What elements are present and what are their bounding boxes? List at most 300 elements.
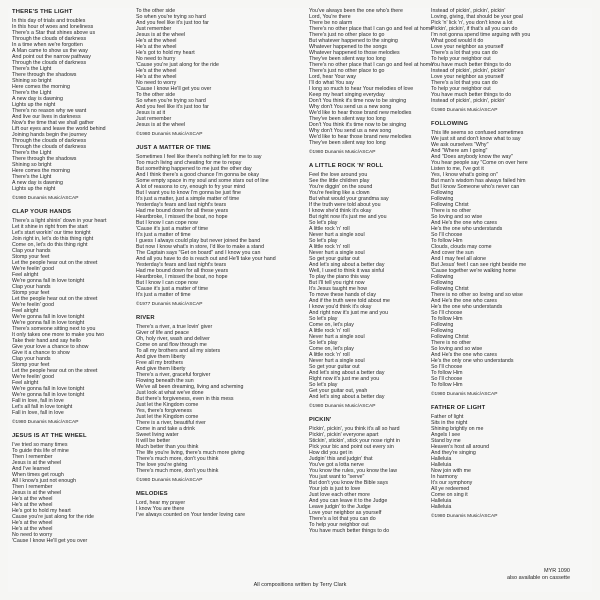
lyric-line: So I'll choose <box>431 232 463 238</box>
lyric-line: To the other side <box>136 8 176 14</box>
lyric-line: You just want to "serve" <box>309 474 365 480</box>
lyric-line: We'd like to hear those brand new melodies <box>309 134 412 140</box>
lyric-line: Instead of pickin', pickin', pickin' <box>431 8 506 14</box>
lyric-line: There's a river, a true lovin' giver <box>136 324 213 330</box>
lyric-line: To move these hands of clay <box>309 292 377 298</box>
lyric-line: Never hurt a single soul <box>309 250 365 256</box>
lyric-line: What good would it do <box>431 38 484 44</box>
lyric-line: To follow Him <box>431 382 463 388</box>
lyric-line: But I know Someone who's never can <box>431 184 520 190</box>
copyright-notice: ©1980 Dunamis Music/ASCAP <box>12 196 79 201</box>
copyright-notice: ©1980 Dunamis Music/ASCAP <box>136 132 203 137</box>
lyric-line: I guess I always could play but never joined the band <box>136 238 261 244</box>
lyric-line: We're gonna fall in love tonight <box>12 392 85 398</box>
lyric-line: Well, I used to think it was sinful <box>309 268 385 274</box>
lyric-line: We ask ourselves "Why" <box>431 142 489 148</box>
lyric-line: Jesus is at the wheel <box>12 490 62 496</box>
lyric-line: He's the one who understands <box>431 304 503 310</box>
lyric-line: He's at the wheel <box>12 502 53 508</box>
lyric-line: I know she'd think it's okay <box>309 208 372 214</box>
copyright-notice: ©1980 Dunamis Music/ASCAP <box>12 420 79 425</box>
lyric-line: I long so much to hear Your melodies of love <box>309 86 414 92</box>
lyric-line: Yesterday's fears and last night's tears <box>136 202 227 208</box>
lyric-line: There's no reason why we want <box>12 108 87 114</box>
lyric-line: This life seems so confused sometimes <box>431 130 524 136</box>
lyric-line: There's the Light <box>12 150 52 156</box>
lyric-line: We're gonna fall in love tonight <box>12 386 85 392</box>
lyric-line: Let it shine in right from the start <box>12 224 88 230</box>
lyric-line: In this hour of woes and loneliness <box>12 24 94 30</box>
lyric-line: Clap your hands <box>12 284 51 290</box>
lyric-line: There's a Star that shines above us <box>12 30 96 36</box>
lyric-line: And give them liberty <box>136 354 186 360</box>
lyric-line: A new day is dawning <box>12 180 63 186</box>
lyric-line: There's no other place that I can go and feel at home <box>309 26 434 32</box>
lyric-line: There be no alarm <box>309 20 353 26</box>
lyric-line: Halleluia <box>431 498 452 504</box>
lyric-line: Whatever happened to the songs <box>309 44 387 50</box>
lyric-line: Come on sing it <box>431 492 468 498</box>
lyric-line: Instead of pickin', pickin', pickin' <box>431 98 506 104</box>
lyrics-column-3 <box>309 8 434 583</box>
lyric-line: Loving, giving, that should be your goal <box>431 14 523 20</box>
lyric-line: We're feelin' good <box>12 302 54 308</box>
lyric-line: There's the Light <box>12 90 52 96</box>
lyric-line: Judgin' this and judgin' that <box>309 456 373 462</box>
song-title: PICKIN' <box>309 417 332 423</box>
lyric-line: We'd like to hear those brand new melodies <box>309 110 412 116</box>
lyric-line: I've tried so many times <box>12 442 68 448</box>
lyric-line: Yes, there's forgiveness <box>136 408 192 414</box>
lyric-line: Let's all fall in love tonight <box>12 404 73 410</box>
lyric-line: And I've learned <box>12 466 51 472</box>
lyric-line: I'll do what You say <box>309 80 354 86</box>
lyric-line: Shining so bright <box>12 162 52 168</box>
lyric-line: Following <box>431 328 454 334</box>
lyric-line: So get your guitar out <box>309 364 360 370</box>
lyric-line: Yes, I know what's going on" <box>431 172 498 178</box>
lyric-line: In harmony <box>431 474 458 480</box>
lyric-line: Join right in, let's do this thing right <box>12 236 94 242</box>
lyric-line: Through the clouds of darkness <box>12 144 87 150</box>
lyric-line: But whatever happened to the singing <box>309 38 398 44</box>
lyric-line: To help your neighbor out <box>431 56 491 62</box>
lyric-line: And give them liberty <box>136 366 186 372</box>
lyric-line: In a time when we're forgotten <box>12 42 83 48</box>
lyric-line: There is no other <box>431 340 472 346</box>
lyric-line: Now join with me <box>431 468 471 474</box>
lyric-line: Love your neighbor as yourself <box>431 44 504 50</box>
lyric-line: Some empty space in my soul and some stars out of line <box>136 178 269 184</box>
lyric-line: A little rock 'n' roll <box>309 226 350 232</box>
lyric-line: Love your neighbor as yourself <box>309 510 382 516</box>
lyric-line: The love you're giving <box>136 462 188 468</box>
lyric-line: Father of light <box>431 414 464 420</box>
copyright-notice: ©1977 Dunamis Music/ASCAP <box>136 302 203 307</box>
lyric-line: So let's play <box>309 340 338 346</box>
lyric-line: Jesus is at the wheel <box>136 32 186 38</box>
lyric-line: Halleluia <box>431 462 452 468</box>
lyric-line: And let's sing about a better day <box>309 370 385 376</box>
lyric-line: Following Christ <box>431 202 469 208</box>
lyric-line: Keep my heart singing everyday <box>309 92 385 98</box>
lyric-line: Flowing beneath the sun <box>136 378 194 384</box>
lyric-line: To play the piano this way <box>309 274 370 280</box>
lyric-line: Give your love a chance to show <box>12 344 89 350</box>
lyric-line: Now's the time that we shall gather <box>12 120 94 126</box>
catalog-number: MYR 1090 <box>544 568 570 574</box>
lyric-line: The life you're living, there's much more giving <box>136 450 245 456</box>
lyric-line: Sweet living water <box>136 432 179 438</box>
lyric-line: It's just a matter of time <box>136 292 191 298</box>
lyric-line: Jesus is at it <box>136 110 166 116</box>
lyric-line: Why don't You send us a new song <box>309 128 392 134</box>
lyric-line: Pick 'n' lick 'n', you don't know a lot <box>431 20 513 26</box>
lyric-line: Your job is just to love <box>309 486 361 492</box>
lyric-line: 'Cause you're just along for the ride <box>136 62 219 68</box>
lyric-line: Lights up the night <box>12 102 56 108</box>
lyric-line: Just let the Kingdom come <box>136 414 199 420</box>
lyric-line: Fall in love, fall in love <box>12 410 64 416</box>
song-title: THERE'S THE LIGHT <box>12 9 73 15</box>
copyright-notice: ©1980 Dunamis Music/ASCAP <box>431 514 498 519</box>
lyric-line: You're feeling like a clown <box>309 190 370 196</box>
lyric-line: Shining so bright <box>12 78 52 84</box>
lyric-line: Following <box>431 274 454 280</box>
lyric-line: We just sit and don't know what to say <box>431 136 521 142</box>
lyrics-column-4 <box>431 8 531 583</box>
lyric-line: Feel the love around you <box>309 172 368 178</box>
lyric-line: He's at the wheel <box>136 38 177 44</box>
lyric-line: You're diggin' on the sound <box>309 184 373 190</box>
lyric-line: Oh, holy river, wash and deliver <box>136 336 210 342</box>
lyric-line: All I know's just not enough <box>12 478 77 484</box>
lyric-line: So let's play <box>309 316 338 322</box>
lyrics-sheet <box>8 8 592 592</box>
lyric-line: Here comes the morning <box>12 168 70 174</box>
lyric-line: And they're singing <box>431 450 476 456</box>
lyric-line: Halleluia <box>431 456 452 462</box>
lyric-line: Why don't You send us a new song <box>309 104 392 110</box>
lyric-line: To help your neighbor out <box>431 86 491 92</box>
lyric-line: But Jesus' feet I can see right beside me <box>431 262 527 268</box>
lyric-line: It only takes one more to make you two <box>12 332 105 338</box>
copyright-notice: ©1980 Dunamis Music/ASCAP <box>431 108 498 113</box>
lyric-line: Through the clouds of darkness <box>12 36 87 42</box>
lyric-line: And let's sing about a better day <box>309 262 385 268</box>
lyric-line: There's someone sitting next to you <box>12 326 96 332</box>
lyric-line: To follow Him <box>431 238 463 244</box>
lyric-line: So get your guitar out <box>309 256 360 262</box>
lyrics-column-2 <box>136 8 276 583</box>
copyright-notice: ©1980 Dunamis Music/ASCAP <box>309 404 376 409</box>
lyric-line: He's the one who understands <box>431 226 503 232</box>
lyric-line: So let's play <box>309 382 338 388</box>
lyric-line: Don't You think it's time now to be singing <box>309 122 407 128</box>
lyric-line: Clouds, clouds may come <box>431 244 492 250</box>
lyric-line: Sometimes I feel like there's nothing left for me to say <box>136 154 262 160</box>
lyric-line: I've always counted on Your tender loving care <box>136 512 246 518</box>
lyric-line: You've always been the one who's there <box>309 8 403 14</box>
lyric-line: Come on, let's play <box>309 346 354 352</box>
lyric-line: Never hurt a single soul <box>309 334 365 340</box>
lyric-line: Pickin', pickin' everyone apart <box>309 432 379 438</box>
lyric-line: Clap your hands <box>12 356 51 362</box>
lyric-line: Don't You think it's time now to be singing <box>309 98 407 104</box>
lyric-line: But what would your grandma say <box>309 196 389 202</box>
lyric-line: Never hurt a single soul <box>309 232 365 238</box>
lyric-line: Come in and take a drink <box>136 426 195 432</box>
song-title: A LITTLE ROCK 'N' ROLL <box>309 163 384 169</box>
lyric-line: But don't you know the Bible says <box>309 480 388 486</box>
lyric-line: Just remember <box>136 116 172 122</box>
lyric-line: So I'll choose <box>431 364 463 370</box>
lyric-line: Jesus is at the wheel <box>12 460 62 466</box>
lyric-line: 'Cause I know He'll get you over <box>136 86 212 92</box>
lyric-line: Lights up the night <box>12 186 56 192</box>
lyric-line: There's a light shinin' down in your heart <box>12 218 107 224</box>
lyric-line: Whatever happened to those melodies <box>309 50 400 56</box>
lyric-line: So I'll choose <box>431 310 463 316</box>
lyrics-column-1 <box>12 8 112 583</box>
lyric-line: It's just a matter of time <box>136 232 191 238</box>
lyric-line: We're gonna fall in love tonight <box>12 314 85 320</box>
lyric-line: Feel alright <box>12 308 39 314</box>
lyric-line: Following <box>431 196 454 202</box>
lyric-line: To all my brothers and all my sisters <box>136 348 221 354</box>
lyric-line: Stomp your feet <box>12 254 50 260</box>
lyric-line: Lord, hear my prayer <box>136 500 186 506</box>
lyric-line: Feel alright <box>12 380 39 386</box>
lyric-line: No need to worry <box>12 532 53 538</box>
lyric-line: It's Jesus taught me how <box>309 286 368 292</box>
lyric-line: Let the people hear out on the street <box>12 368 98 374</box>
lyric-line: Then I remember <box>12 484 53 490</box>
copyright-notice: ©1980 Dunamis Music/ASCAP <box>431 392 498 397</box>
lyric-line: We're feelin' good <box>12 374 54 380</box>
lyric-line: Following Christ <box>431 286 469 292</box>
lyric-line: There's much more, don't you think <box>136 456 219 462</box>
lyric-line: So I'll choose <box>431 376 463 382</box>
lyric-line: There's the Light <box>12 66 52 72</box>
lyric-line: And you can leave it to the Judge <box>309 498 388 504</box>
lyric-line: It's just a matter, just a simple matter of time <box>136 196 240 202</box>
song-title: FATHER OF LIGHT <box>431 405 486 411</box>
lyric-line: So when you're trying so hard <box>136 98 206 104</box>
lyric-line: And if the truth were told about me <box>309 298 390 304</box>
lyric-line: There's just no other place to go <box>309 32 385 38</box>
lyric-line: Just look at what we've done <box>136 390 204 396</box>
lyric-line: He's at the wheel <box>12 496 53 502</box>
lyric-line: There's a lot that you can do <box>309 516 376 522</box>
lyric-line: Get your guitar out, yeah <box>309 388 368 394</box>
lyric-line: Following Christ <box>431 334 469 340</box>
lyric-line: There's a lot that you can do <box>431 50 498 56</box>
lyric-line: Never hurt a single soul <box>309 358 365 364</box>
lyric-line: I know you'd think it's okay <box>309 304 372 310</box>
lyric-line: We're gonna fall in love tonight <box>12 278 85 284</box>
lyric-line: He's at the wheel <box>136 74 177 80</box>
lyric-line: So loving and so wise <box>431 214 483 220</box>
lyric-line: Stomp your feet <box>12 290 50 296</box>
lyric-line: Love your neighbor as yourself <box>431 74 504 80</box>
lyric-line: He's at the wheel <box>12 520 53 526</box>
lyric-line: Sits in the night <box>431 420 468 426</box>
lyric-line: He's at the wheel <box>136 44 177 50</box>
lyric-line: Had me bound down for all these years <box>136 208 229 214</box>
lyric-line: Come on and flow through me <box>136 342 207 348</box>
lyric-line: They've been silent way too long <box>309 140 386 146</box>
lyric-line: Stomp your feet <box>12 362 50 368</box>
lyric-line: I'm not gonna spend time arguing with you <box>431 32 531 38</box>
song-title: JESUS IS AT THE WHEEL <box>12 433 87 439</box>
lyric-line: I know You are there <box>136 506 185 512</box>
lyric-line: And all you have to do is reach out and He'll take your hand <box>136 256 276 262</box>
lyric-line: Lift our eyes and leave the world behind <box>12 126 106 132</box>
lyric-line: And let's sing about a better day <box>309 394 385 400</box>
lyric-line: To follow Him <box>431 316 463 322</box>
lyric-line: A little rock 'n' roll <box>309 244 350 250</box>
lyric-line: Fall in love, fall in love <box>12 398 64 404</box>
lyric-line: All ye redeemed <box>431 486 470 492</box>
lyric-line: So let's play <box>309 220 338 226</box>
lyric-line: There is a river, beautiful river <box>136 420 206 426</box>
catalog-info <box>507 568 570 582</box>
lyric-line: There is no other <box>431 208 472 214</box>
lyric-line: But I know I can cope now <box>136 280 198 286</box>
lyric-line: You hear people say "Come on over here <box>431 160 528 166</box>
lyric-line: It's our symphony <box>431 480 473 486</box>
copyright-notice: ©1980 Dunamis Music/ASCAP <box>309 150 376 155</box>
lyric-line: 'Cause it's just a matter of time <box>136 226 209 232</box>
lyric-line: Right now it's just me and you <box>309 376 380 382</box>
lyric-line: No need to hurry <box>136 56 176 62</box>
lyric-line: There's a lot that you can do <box>431 80 498 86</box>
lyric-line: Lord, hear Your way <box>309 74 357 80</box>
lyric-line: Pickin', pickin', if that's all you can do <box>431 26 518 32</box>
lyric-line: And I think there's a good chance I'm gonna be okay <box>136 172 259 178</box>
lyric-line: We've all been dreaming, living and scheming <box>136 384 244 390</box>
cassette-note: also available on cassette <box>507 575 570 581</box>
lyric-line: It will be better <box>136 438 171 444</box>
lyric-line: There's just no other place to go <box>309 68 385 74</box>
lyric-line: So when you're trying so hard <box>136 14 206 20</box>
lyric-line: Jesus is at the wheel <box>136 122 186 128</box>
lyric-line: Let the people hear out on the street <box>12 296 98 302</box>
lyric-line: And live our lives in darkness <box>12 114 81 120</box>
lyric-line: Heartbroke, I missed the boat, no hope <box>136 214 228 220</box>
lyric-line: Stand by me <box>431 438 461 444</box>
lyric-line: Give it a chance to show <box>12 350 70 356</box>
lyric-line: Too much living and cheating for me to repay <box>136 160 242 166</box>
lyric-line: Much better than you think <box>136 444 199 450</box>
song-title: MELODIES <box>136 491 168 497</box>
lyric-line: Let the people hear out on the street <box>12 260 98 266</box>
lyric-line: A lot of reasons to cry, enough to fry your mind <box>136 184 246 190</box>
lyric-line: There through the shadows <box>12 72 77 78</box>
lyric-line: But right now it's just me and you <box>309 214 387 220</box>
lyric-line: We're feelin' good <box>12 266 54 272</box>
lyric-line: A new day is dawning <box>12 96 63 102</box>
lyric-line: He's at the wheel <box>136 68 177 74</box>
lyric-line: He's the only one who understands <box>431 358 514 364</box>
lyric-line: When times get rough <box>12 472 64 478</box>
lyric-line: How did you get in <box>309 450 353 456</box>
lyric-line: No need to worry <box>136 80 177 86</box>
lyric-line: Leave judgin' to the Judge <box>309 504 371 510</box>
lyric-line: But man's wisdom has always failed him <box>431 178 526 184</box>
lyric-line: Stickin', stickin', stick your nose right in <box>309 438 400 444</box>
lyric-line: You've got a lotta nerve <box>309 462 364 468</box>
lyric-line: Listen to me, I've got it <box>431 166 484 172</box>
lyric-line: Just remember <box>136 26 172 32</box>
lyric-line: There's much more, don't you think <box>136 468 219 474</box>
lyric-line: Heaven's host all around <box>431 444 490 450</box>
lyric-line: There through the shadows <box>12 156 77 162</box>
lyric-line: Shining brightly on me <box>431 426 484 432</box>
lyric-line: And "Where am I going" <box>431 148 488 154</box>
lyric-line: Here comes the morning <box>12 84 70 90</box>
lyric-line: He's at the wheel <box>12 526 53 532</box>
lyric-line: Through the clouds of darkness <box>12 60 87 66</box>
lyric-line: And He's the one who cares <box>431 352 498 358</box>
lyric-line: And you feel like it's just too far <box>136 20 209 26</box>
lyric-line: So loving and so wise <box>431 346 483 352</box>
lyric-line: Come on, let's play <box>309 322 354 328</box>
lyric-line: Through the clouds of darkness <box>12 138 87 144</box>
lyric-line: Heartbroke, I missed the boat, no hope <box>136 274 228 280</box>
lyric-line: But I know I can cope now <box>136 220 198 226</box>
lyric-line: 'Cause I know He'll get you over <box>12 538 88 544</box>
lyric-line: They've been silent way too long <box>309 56 386 62</box>
songwriter-credit: All compositions written by Terry Clark <box>253 582 347 588</box>
lyric-line: He's got to hold my heart <box>136 50 195 56</box>
lyric-line: We're gonna fall in love tonight <box>12 320 85 326</box>
lyric-line: And cover the sun <box>431 250 474 256</box>
lyric-line: He's got to hold my heart <box>12 508 71 514</box>
lyric-line: Feel alright <box>12 272 39 278</box>
lyric-line: Pick your bic and point out every sin <box>309 444 394 450</box>
lyric-line: There's the Light <box>12 174 52 180</box>
copyright-notice: ©1980 Dunamis Music/ASCAP <box>136 478 203 483</box>
song-title: RIVER <box>136 315 155 321</box>
lyric-line: Lord, You're there <box>309 14 351 20</box>
lyric-line: Halleluia <box>431 504 452 510</box>
lyric-line: A little rock 'n' roll <box>309 328 350 334</box>
lyric-line: Just let the Kingdom come <box>136 402 199 408</box>
lyric-line: But I want you to know I'm gonna be just fine <box>136 190 241 196</box>
lyric-line: Yesterday's fears and last night's tears <box>136 262 227 268</box>
lyric-line: Pickin', pickin', you think it's all so hard <box>309 426 400 432</box>
lyric-line: Following <box>431 322 454 328</box>
lyric-line: There's a river, graceful forgiver <box>136 372 211 378</box>
lyric-line: Joining hands begin the journey <box>12 132 87 138</box>
lyric-line: Giver of life and peace <box>136 330 189 336</box>
lyric-line: Clap your hands <box>12 248 51 254</box>
lyric-line: You have much better things to do <box>431 92 512 98</box>
lyric-line: You have much better things to do <box>309 528 390 534</box>
lyric-line: And right now it's just me and you <box>309 310 389 316</box>
lyric-line: To follow Him <box>431 370 463 376</box>
lyric-line: To the other side <box>136 92 176 98</box>
song-title: CLAP YOUR HANDS <box>12 209 72 215</box>
lyric-line: And "Does anybody know the way" <box>431 154 513 160</box>
lyric-line: To guide this life of mine <box>12 448 69 454</box>
lyric-line: Following <box>431 190 454 196</box>
lyric-line: But I'll tell you right now <box>309 280 365 286</box>
lyric-line: But something happened to me just the other day <box>136 166 252 172</box>
lyric-line: But there's forgiveness, even in this mess <box>136 396 234 402</box>
